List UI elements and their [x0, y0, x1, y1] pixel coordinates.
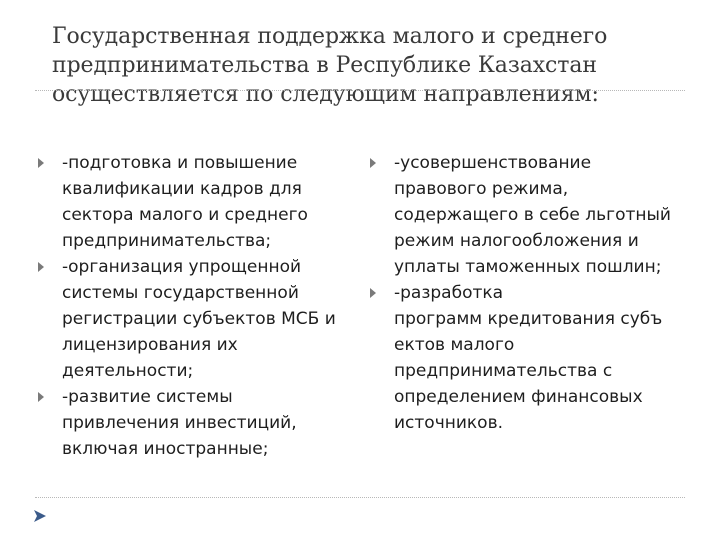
- item-line: источников.: [394, 413, 503, 433]
- item-line: предпринимательства;: [62, 231, 272, 251]
- list-item: [34, 150, 354, 254]
- item-line: предпринимательства с: [394, 361, 613, 381]
- footer-divider: [35, 497, 685, 498]
- item-line: определением финансовых: [394, 387, 643, 407]
- item-line: правового режима,: [394, 179, 569, 199]
- item-line: режим налогообложения и: [394, 231, 639, 251]
- slide-nav-arrow-icon[interactable]: [33, 509, 47, 523]
- item-line: содержащего в себе льготный: [394, 205, 671, 225]
- triangle-bullet-icon: [38, 262, 44, 272]
- item-line: квалификации кадров для: [62, 179, 302, 199]
- list-item: [34, 384, 354, 462]
- item-line: уплаты таможенных пошлин;: [394, 257, 662, 277]
- item-line: деятельности;: [62, 361, 194, 381]
- list-item: [34, 254, 354, 384]
- item-line: -организация упрощенной: [62, 257, 302, 277]
- triangle-bullet-icon: [38, 158, 44, 168]
- triangle-bullet-icon: [370, 288, 376, 298]
- item-line: ектов малого: [394, 335, 515, 355]
- item-line: -развитие системы: [62, 387, 233, 407]
- item-line: -разработка: [394, 283, 504, 303]
- item-line: включая иностранные;: [62, 439, 269, 459]
- item-line: регистрации субъектов МСБ и: [62, 309, 336, 329]
- item-line: лицензирования их: [62, 335, 238, 355]
- item-line: привлечения инвестиций,: [62, 413, 297, 433]
- title-line: предпринимательства в Республике Казахстан: [52, 53, 597, 78]
- triangle-bullet-icon: [370, 158, 376, 168]
- title-line: Государственная поддержка малого и среднего: [52, 24, 608, 49]
- title-line: осуществляется по следующим направлениям:: [52, 82, 599, 107]
- slide-title: [52, 22, 702, 109]
- item-line: сектора малого и среднего: [62, 205, 308, 225]
- title-divider: [35, 90, 685, 91]
- item-line: -усовершенствование: [394, 153, 592, 173]
- item-line: программ кредитования субъ: [394, 309, 663, 329]
- triangle-bullet-icon: [38, 392, 44, 402]
- item-line: -подготовка и повышение: [62, 153, 298, 173]
- list-item: [366, 150, 696, 280]
- left-column: [34, 150, 354, 462]
- list-item: [366, 280, 696, 436]
- item-line: системы государственной: [62, 283, 299, 303]
- right-column: [366, 150, 696, 436]
